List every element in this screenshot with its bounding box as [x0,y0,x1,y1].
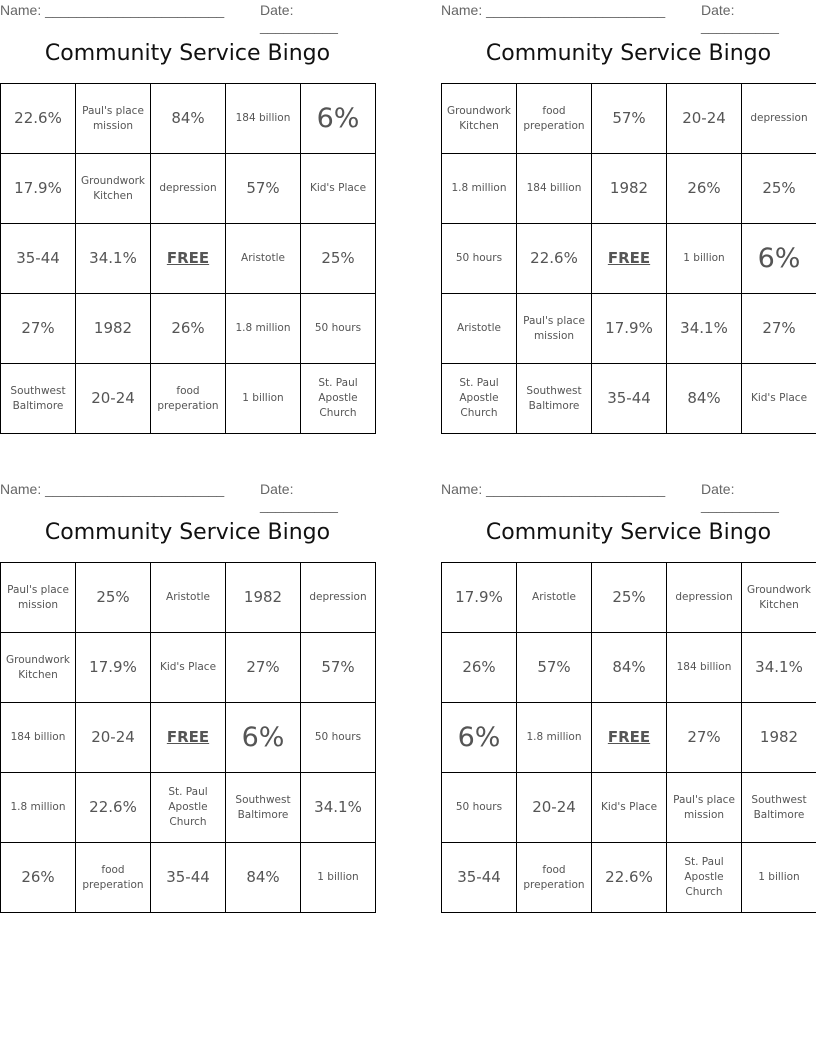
bingo-cell: 1.8 million [226,294,301,364]
bingo-cell: 22.6% [592,843,667,913]
bingo-cell: 25% [592,563,667,633]
bingo-cell: 20-24 [76,703,151,773]
bingo-grid [0,83,376,434]
bingo-cell: 84% [592,633,667,703]
bingo-cell: 22.6% [1,84,76,154]
bingo-cell: 20-24 [76,364,151,434]
bingo-row [442,224,816,294]
bingo-cell: 1 billion [667,224,742,294]
name-field: Name: _______________________ [0,481,225,497]
bingo-cell: 50 hours [301,703,376,773]
bingo-cell: 27% [667,703,742,773]
bingo-cell: 20-24 [517,773,592,843]
bingo-cell: food preperation [517,84,592,154]
bingo-cell: 35-44 [442,843,517,913]
bingo-row [442,154,816,224]
bingo-row [442,563,816,633]
free-space: FREE [151,224,226,294]
bingo-cell: 50 hours [442,773,517,843]
bingo-cell: St. Paul Apostle Church [667,843,742,913]
bingo-cell: Paul's place mission [667,773,742,843]
bingo-grid [441,562,816,913]
bingo-cell: 57% [592,84,667,154]
bingo-cell: depression [742,84,816,154]
bingo-cell: 184 billion [1,703,76,773]
bingo-cell: 25% [76,563,151,633]
bingo-cell: 17.9% [76,633,151,703]
bingo-row [1,703,376,773]
bingo-cell: 26% [1,843,76,913]
bingo-cell: depression [151,154,226,224]
bingo-cell: Kid's Place [592,773,667,843]
bingo-cell: 6% [226,703,301,773]
bingo-row [442,773,816,843]
bingo-row [1,84,376,154]
bingo-cell: Kid's Place [742,364,816,434]
bingo-cell: 17.9% [442,563,517,633]
bingo-cell: 1982 [76,294,151,364]
bingo-cell: 22.6% [517,224,592,294]
card-title: Community Service Bingo [44,520,331,545]
bingo-cell: 1 billion [301,843,376,913]
bingo-cell: 17.9% [1,154,76,224]
name-field: Name: _______________________ [0,2,225,18]
bingo-cell: 35-44 [151,843,226,913]
bingo-cell: Aristotle [442,294,517,364]
bingo-cell: food preperation [76,843,151,913]
bingo-cell: 184 billion [226,84,301,154]
bingo-card-1 [0,0,375,440]
bingo-cell: 1 billion [742,843,816,913]
bingo-cell: 26% [667,154,742,224]
bingo-cell: 6% [442,703,517,773]
bingo-row [1,364,376,434]
bingo-card-2 [441,0,816,440]
bingo-cell: 50 hours [301,294,376,364]
date-field: Date: __________ [260,481,338,513]
bingo-row [1,773,376,843]
bingo-cell: 25% [742,154,816,224]
bingo-cell: 1.8 million [517,703,592,773]
bingo-cell: depression [667,563,742,633]
bingo-cell: 57% [301,633,376,703]
bingo-cell: 50 hours [442,224,517,294]
bingo-row [442,364,816,434]
bingo-cell: Kid's Place [151,633,226,703]
bingo-cell: 20-24 [667,84,742,154]
bingo-cell: 184 billion [517,154,592,224]
bingo-cell: 25% [301,224,376,294]
bingo-cell: 184 billion [667,633,742,703]
bingo-grid [441,83,816,434]
bingo-cell: 1 billion [226,364,301,434]
name-field: Name: _______________________ [441,2,666,18]
card-title: Community Service Bingo [44,41,331,66]
bingo-cell: 27% [226,633,301,703]
bingo-cell: 35-44 [592,364,667,434]
bingo-cell: Groundwork Kitchen [442,84,517,154]
bingo-cell: 26% [442,633,517,703]
free-space: FREE [592,224,667,294]
bingo-cell: 22.6% [76,773,151,843]
bingo-cell: 57% [226,154,301,224]
bingo-cell: 1982 [226,563,301,633]
bingo-row [1,154,376,224]
bingo-cell: Southwest Baltimore [742,773,816,843]
bingo-row [442,703,816,773]
bingo-row [1,294,376,364]
free-space: FREE [592,703,667,773]
bingo-cell: St. Paul Apostle Church [151,773,226,843]
bingo-cell: 1.8 million [1,773,76,843]
bingo-cell: 6% [742,224,816,294]
date-field: Date: __________ [260,2,338,34]
bingo-grid [0,562,376,913]
bingo-cell: Groundwork Kitchen [1,633,76,703]
bingo-row [1,224,376,294]
bingo-cell: food preperation [151,364,226,434]
bingo-cell: depression [301,563,376,633]
bingo-cell: Kid's Place [301,154,376,224]
date-field: Date: __________ [701,481,779,513]
card-title: Community Service Bingo [485,41,772,66]
free-space: FREE [151,703,226,773]
bingo-cell: food preperation [517,843,592,913]
bingo-row [442,294,816,364]
bingo-cell: 34.1% [742,633,816,703]
bingo-card-3 [0,479,375,919]
bingo-cell: 35-44 [1,224,76,294]
bingo-cell: St. Paul Apostle Church [442,364,517,434]
bingo-row [1,843,376,913]
bingo-cell: Paul's place mission [517,294,592,364]
bingo-cell: 84% [226,843,301,913]
bingo-row [1,563,376,633]
bingo-cell: Southwest Baltimore [1,364,76,434]
bingo-cell: Aristotle [151,563,226,633]
bingo-cell: Aristotle [226,224,301,294]
bingo-cell: 27% [1,294,76,364]
bingo-row [442,633,816,703]
bingo-card-4 [441,479,816,919]
bingo-cell: 34.1% [667,294,742,364]
bingo-cell: Groundwork Kitchen [76,154,151,224]
bingo-cell: Southwest Baltimore [517,364,592,434]
bingo-cell: Paul's place mission [76,84,151,154]
bingo-cell: 1982 [742,703,816,773]
bingo-cell: 1.8 million [442,154,517,224]
bingo-cell: 34.1% [76,224,151,294]
bingo-cell: Southwest Baltimore [226,773,301,843]
bingo-cell: 57% [517,633,592,703]
card-title: Community Service Bingo [485,520,772,545]
bingo-cell: 84% [667,364,742,434]
name-field: Name: _______________________ [441,481,666,497]
bingo-cell: 6% [301,84,376,154]
bingo-cell: 17.9% [592,294,667,364]
bingo-row [442,84,816,154]
bingo-cell: 27% [742,294,816,364]
bingo-cell: Groundwork Kitchen [742,563,816,633]
bingo-cell: 26% [151,294,226,364]
bingo-cell: 1982 [592,154,667,224]
bingo-row [1,633,376,703]
bingo-cell: 34.1% [301,773,376,843]
bingo-cell: 84% [151,84,226,154]
bingo-cell: Aristotle [517,563,592,633]
bingo-cell: St. Paul Apostle Church [301,364,376,434]
bingo-row [442,843,816,913]
bingo-cell: Paul's place mission [1,563,76,633]
date-field: Date: __________ [701,2,779,34]
